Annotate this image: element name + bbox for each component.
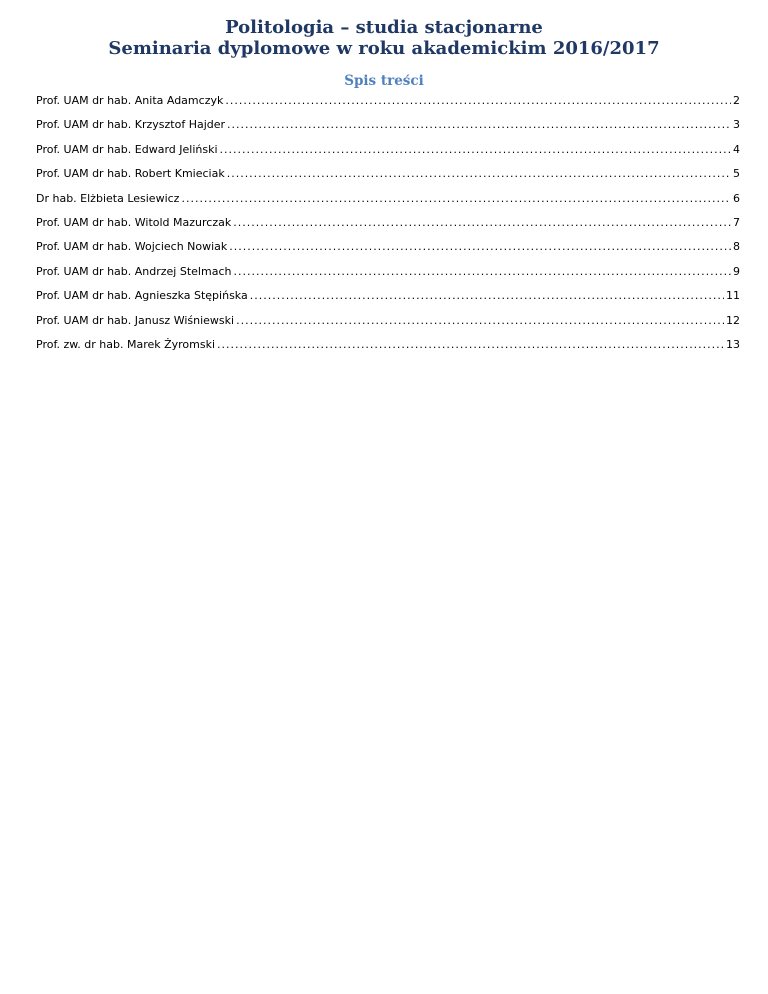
toc-entry[interactable] (36, 338, 740, 362)
toc-entry-name: Prof. UAM dr hab. Robert Kmieciak (36, 167, 225, 181)
toc-page-number: 4 (733, 142, 740, 156)
toc-dot-leader (227, 118, 731, 131)
toc-entry-name: Prof. UAM dr hab. Andrzej Stelmach (36, 264, 232, 278)
toc-dot-leader (233, 265, 731, 278)
toc-page-number: 2 (733, 94, 740, 107)
toc-entry[interactable] (36, 314, 740, 338)
toc-entry-name: Prof. UAM dr hab. Edward Jeliński (36, 142, 218, 156)
toc-dot-leader (227, 167, 731, 180)
toc-dot-leader (217, 338, 724, 351)
toc-entry-name: Dr hab. Elżbieta Lesiewicz (36, 191, 180, 205)
toc-entry-name: Prof. UAM dr hab. Agnieszka Stępińska (36, 289, 248, 303)
toc-heading: Spis treści (344, 73, 424, 89)
toc-page-number: 8 (733, 240, 740, 254)
table-of-contents (36, 94, 740, 362)
toc-dot-leader (233, 216, 731, 229)
toc-dot-leader (181, 192, 731, 205)
toc-page-number: 6 (733, 191, 740, 205)
toc-entry[interactable] (36, 240, 740, 264)
toc-dot-leader (225, 94, 731, 107)
toc-entry-name: Prof. UAM dr hab. Krzysztof Hajder (36, 118, 226, 132)
toc-dot-leader (220, 143, 732, 156)
toc-dot-leader (236, 314, 724, 327)
toc-entry[interactable] (36, 192, 740, 216)
toc-page-number: 12 (726, 313, 740, 327)
toc-entry[interactable] (36, 143, 740, 167)
toc-entry-name: Prof. UAM dr hab. Anita Adamczyk (36, 94, 224, 107)
toc-entry-name: Prof. UAM dr hab. Witold Mazurczak (36, 215, 232, 229)
toc-dot-leader (250, 289, 724, 302)
toc-page-number: 5 (733, 167, 740, 181)
toc-page-number: 9 (733, 264, 740, 278)
title-line-2: Seminaria dyplomowe w roku akademickim 2016/2017 (108, 38, 660, 59)
toc-entry[interactable] (36, 216, 740, 240)
toc-entry-name: Prof. UAM dr hab. Wojciech Nowiak (36, 240, 228, 254)
document-title (0, 17, 768, 59)
toc-page-number: 7 (733, 215, 740, 229)
toc-page-number: 11 (726, 289, 740, 303)
toc-entry-name: Prof. UAM dr hab. Janusz Wiśniewski (36, 313, 235, 327)
toc-entry[interactable] (36, 118, 740, 142)
toc-entry[interactable] (36, 265, 740, 289)
toc-page-number: 13 (726, 337, 740, 351)
toc-entry[interactable] (36, 167, 740, 191)
title-line-1: Politologia – studia stacjonarne (225, 17, 543, 38)
toc-dot-leader (229, 240, 731, 253)
toc-entry[interactable] (36, 289, 740, 313)
toc-entry-name: Prof. zw. dr hab. Marek Żyromski (36, 337, 216, 351)
toc-entry[interactable] (36, 94, 740, 118)
toc-page-number: 3 (733, 118, 740, 132)
